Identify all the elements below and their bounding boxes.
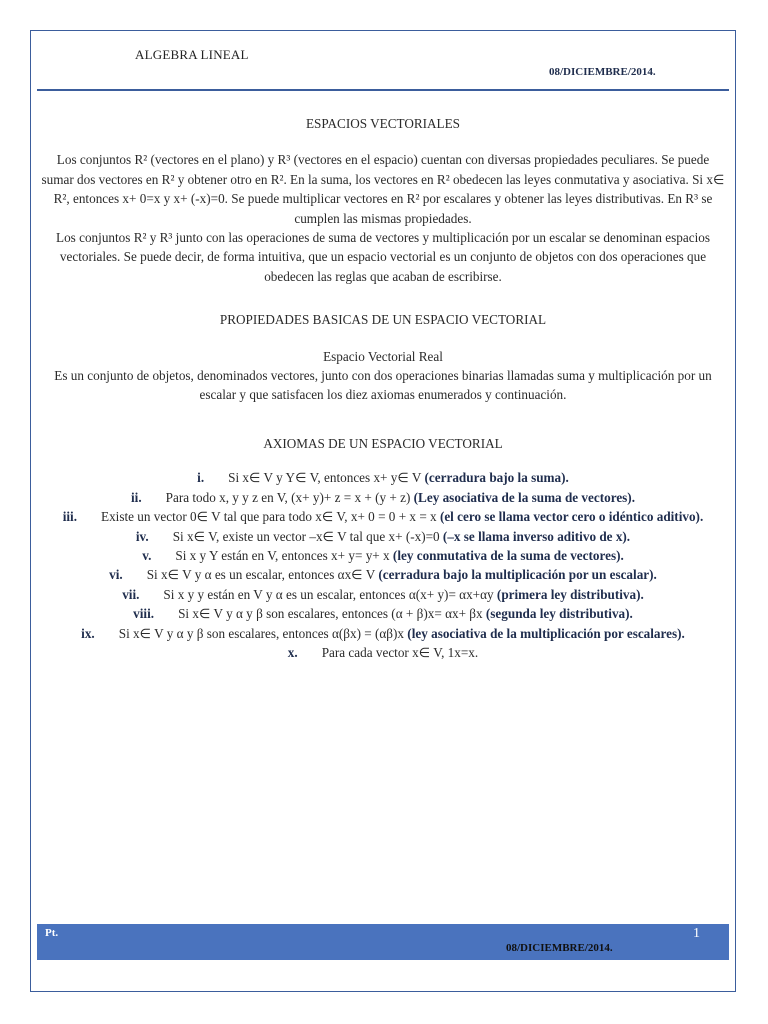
- axiom-name: (cerradura bajo la multiplicación por un escalar).: [378, 567, 657, 583]
- axiom-name: (Ley asociativa de la suma de vectores).: [413, 489, 635, 505]
- axiom-text: Si x∈ V y α y β son escalares, entonces α(βx) = (αβ)x: [118, 625, 408, 641]
- subtitle-espacio-real: Espacio Vectorial Real: [323, 348, 443, 364]
- axiom-item: [40, 643, 726, 662]
- axiom-item: [40, 624, 726, 643]
- axiom-number: i.: [197, 470, 205, 486]
- axiom-item: [40, 468, 726, 487]
- axiom-name: (–x se llama inverso aditivo de x).: [442, 528, 631, 544]
- axiom-item: [40, 565, 726, 584]
- intro-paragraph-1: Los conjuntos R² (vectores en el plano) y R³ (vectores en el espacio) cuentan con diversas propiedades peculiares. Se puede sumar dos vectores en R² y obtener otro en R². En la suma, los vectores en R² obedecen las leyes conmutativa y asociativa. Si x∈ R², entonces x+ 0=x y x+ (-x)=0. Se puede multiplicar vectores en R² por escalares y obtener las leyes distributivas. En R³ se cumplen las mismas propiedades.: [41, 152, 725, 226]
- section-title-axiomas: AXIOMAS DE UN ESPACIO VECTORIAL: [263, 435, 503, 451]
- axiom-text: Si x∈ V y Y∈ V, entonces x+ y∈ V: [228, 470, 425, 486]
- axiom-text: Si x∈ V y α es un escalar, entonces αx∈ V: [146, 567, 379, 583]
- header-divider: [37, 89, 729, 91]
- axiom-name: (segunda ley distributiva).: [485, 606, 633, 622]
- axiom-text: Si x y Y están en V, entonces x+ y= y+ x: [175, 547, 393, 563]
- axiom-text: Si x y y están en V y α es un escalar, entonces α(x+ y)= αx+αy: [163, 586, 497, 602]
- axiom-number: vii.: [122, 586, 140, 602]
- axiom-item: [40, 585, 726, 604]
- axiom-number: iii.: [62, 509, 78, 525]
- header-date: 08/DICIEMBRE/2014.: [549, 66, 656, 78]
- document-body: [40, 110, 726, 662]
- axiom-name: (ley asociativa de la multiplicación por escalares).: [407, 625, 685, 641]
- axiom-name: (el cero se llama vector cero o idéntico aditivo).: [439, 509, 704, 525]
- definition-paragraph: Es un conjunto de objetos, denominados vectores, junto con dos operaciones binarias llamadas suma y multiplicación por un escalar y que satisfacen los diez axiomas enumerados y continuación.: [54, 368, 712, 403]
- axiom-text: Existe un vector 0∈ V tal que para todo x∈ V, x+ 0 = 0 + x = x: [101, 509, 440, 525]
- footer-bar: [37, 924, 729, 960]
- axiom-number: ix.: [81, 625, 95, 641]
- axiom-list: [40, 468, 726, 662]
- axiom-number: iv.: [135, 528, 149, 544]
- axiom-item: [40, 604, 726, 623]
- axiom-name: (ley conmutativa de la suma de vectores).: [392, 547, 624, 563]
- axiom-item: [40, 527, 726, 546]
- axiom-number: vi.: [109, 567, 123, 583]
- axiom-name: (cerradura bajo la suma).: [424, 470, 569, 486]
- axiom-number: viii.: [133, 606, 155, 622]
- axiom-number: x.: [287, 644, 298, 660]
- page-number: 1: [693, 926, 700, 941]
- axiom-text: Para cada vector x∈ V, 1x=x.: [321, 644, 479, 660]
- section-title-propiedades: PROPIEDADES BASICAS DE UN ESPACIO VECTORIAL: [219, 312, 547, 328]
- section-title-espacios: ESPACIOS VECTORIALES: [305, 116, 460, 131]
- axiom-item: [40, 488, 726, 507]
- axiom-text: Para todo x, y y z en V, (x+ y)+ z = x + (y + z): [165, 489, 414, 505]
- axiom-number: v.: [142, 547, 152, 563]
- footer-label: Pt.: [45, 927, 59, 939]
- axiom-name: (primera ley distributiva).: [496, 586, 644, 602]
- footer-date: 08/DICIEMBRE/2014.: [506, 942, 613, 954]
- axiom-item: [40, 507, 726, 526]
- axiom-text: Si x∈ V, existe un vector –x∈ V tal que x+ (-x)=0: [172, 528, 443, 544]
- header-title: ALGEBRA LINEAL: [135, 47, 249, 62]
- intro-paragraph-2: Los conjuntos R² y R³ junto con las operaciones de suma de vectores y multiplicación por un escalar se denominan espacios vectoriales. Se puede decir, de forma intuitiva, que un espacio vectorial es un conjunto de objetos con dos operaciones que obedecen las reglas que acaban de escribirse.: [56, 230, 710, 284]
- axiom-item: [40, 546, 726, 565]
- axiom-text: Si x∈ V y α y β son escalares, entonces (α + β)x= αx+ βx: [178, 606, 486, 622]
- axiom-number: ii.: [131, 489, 142, 505]
